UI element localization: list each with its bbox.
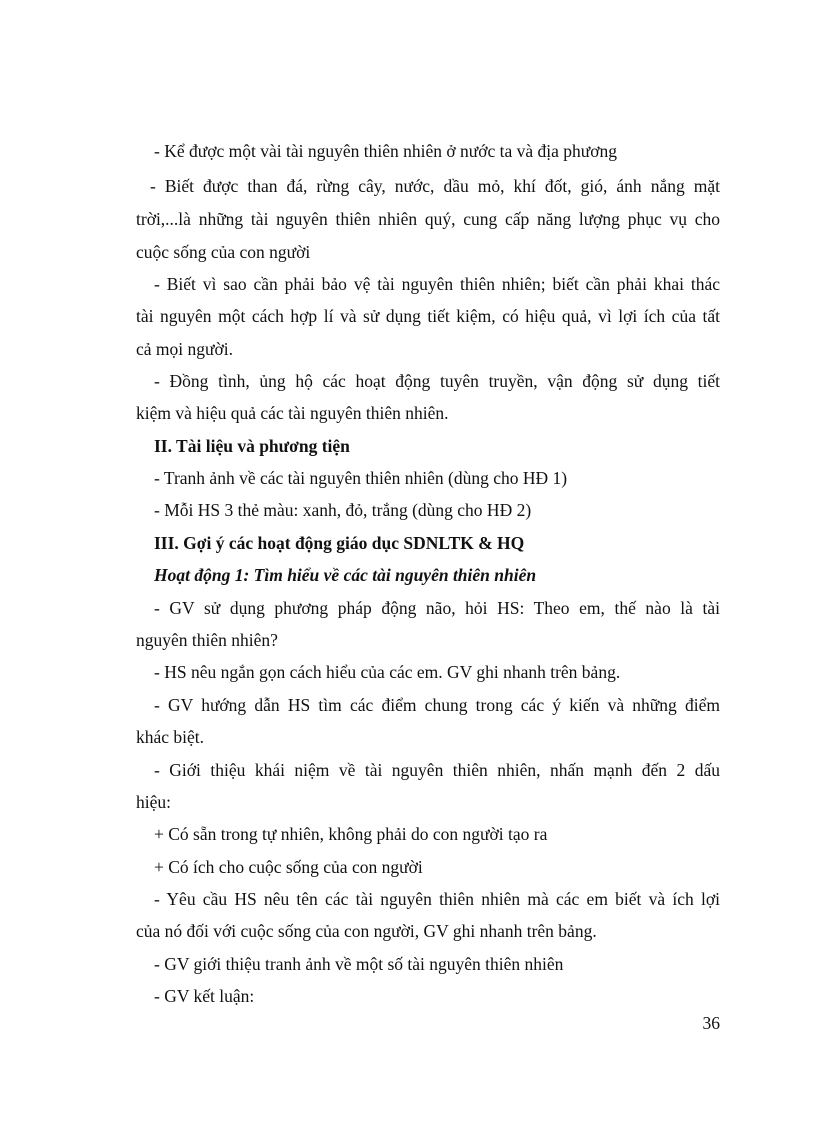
text-line: + Có sẵn trong tự nhiên, không phải do con người tạo ra <box>154 824 548 844</box>
text-line: nguyên thiên nhiên? <box>136 630 278 650</box>
text-line: kiệm và hiệu quả các tài nguyên thiên nhiên. <box>136 403 449 423</box>
text-line: - Kể được một vài tài nguyên thiên nhiên ở nước ta và địa phương <box>154 141 617 161</box>
text-line: cuộc sống của con người <box>136 242 311 262</box>
text-line: - GV hướng dẫn HS tìm các điểm chung trong các ý kiến và những điểm <box>154 695 720 715</box>
text-line: - Biết được than đá, rừng cây, nước, dầu mỏ, khí đốt, gió, ánh nắng mặt <box>150 176 720 196</box>
section-heading: II. Tài liệu và phương tiện <box>154 436 350 456</box>
text-line: - Đồng tình, ủng hộ các hoạt động tuyên truyền, vận động sử dụng tiết <box>154 371 720 391</box>
text-line: trời,...là những tài nguyên thiên nhiên quý, cung cấp năng lượng phục vụ cho <box>136 209 720 229</box>
text-line: - GV sử dụng phương pháp động não, hỏi HS: Theo em, thế nào là tài <box>154 598 720 618</box>
text-line: - Giới thiệu khái niệm về tài nguyên thiên nhiên, nhấn mạnh đến 2 dấu <box>154 760 720 780</box>
activity-heading: Hoạt động 1: Tìm hiểu về các tài nguyên thiên nhiên <box>154 565 537 585</box>
text-line: + Có ích cho cuộc sống của con người <box>154 857 423 877</box>
text-line: của nó đối với cuộc sống của con người, GV ghi nhanh trên bảng. <box>136 921 597 941</box>
page-number: 36 <box>702 1013 720 1033</box>
text-line: khác biệt. <box>136 727 205 747</box>
text-line: - Biết vì sao cần phải bảo vệ tài nguyên thiên nhiên; biết cần phải khai thác <box>154 274 720 294</box>
text-line: - GV kết luận: <box>154 986 255 1006</box>
text-line: tài nguyên một cách hợp lí và sử dụng tiết kiệm, có hiệu quả, vì lợi ích của tất <box>136 306 720 326</box>
text-line: - Tranh ảnh về các tài nguyên thiên nhiên (dùng cho HĐ 1) <box>154 468 568 488</box>
text-line: - Yêu cầu HS nêu tên các tài nguyên thiên nhiên mà các em biết và ích lợi <box>154 889 720 909</box>
text-line: hiệu: <box>136 792 171 812</box>
text-line: cả mọi người. <box>136 339 233 359</box>
text-line: - Mỗi HS 3 thẻ màu: xanh, đỏ, trắng (dùng cho HĐ 2) <box>154 500 532 520</box>
text-line: - GV giới thiệu tranh ảnh về một số tài nguyên thiên nhiên <box>154 954 564 974</box>
text-line: - HS nêu ngắn gọn cách hiểu của các em. GV ghi nhanh trên bảng. <box>154 662 621 682</box>
section-heading: III. Gợi ý các hoạt động giáo dục SDNLTK & HQ <box>154 533 525 553</box>
